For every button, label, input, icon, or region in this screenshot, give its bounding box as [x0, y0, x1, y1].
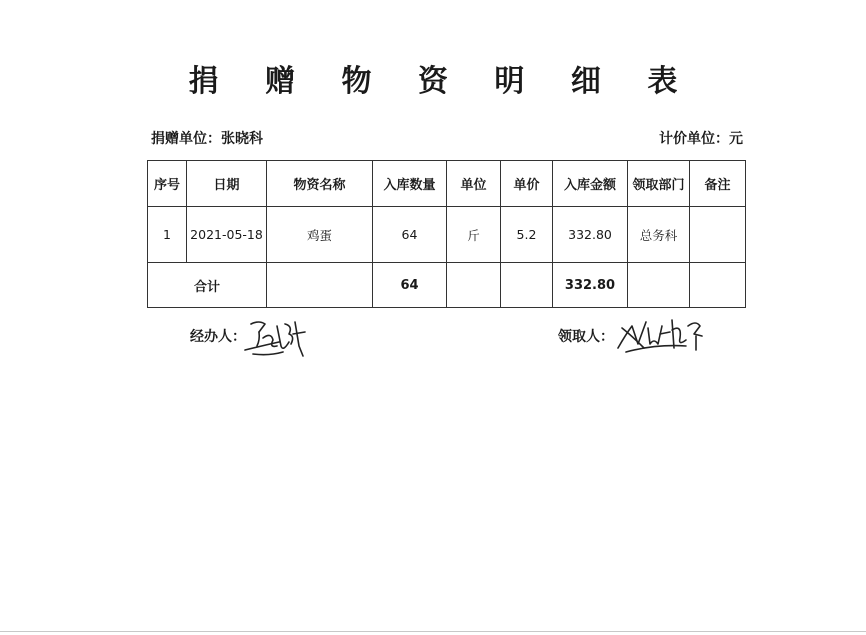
header-unit-price: 单价 — [501, 161, 553, 207]
header-unit: 单位 — [447, 161, 501, 207]
header-date: 日期 — [187, 161, 267, 207]
total-quantity: 64 — [373, 263, 447, 308]
cell-amount: 332.80 — [553, 207, 628, 263]
cell-unit: 斤 — [447, 207, 501, 263]
total-price-empty — [501, 263, 553, 308]
total-unit-empty — [447, 263, 501, 308]
header-index: 序号 — [148, 161, 187, 207]
table-row — [148, 207, 746, 263]
cell-index: 1 — [148, 207, 187, 263]
total-item-empty — [267, 263, 373, 308]
cell-note — [690, 207, 746, 263]
total-label: 合计 — [148, 263, 267, 308]
donation-detail-table — [147, 160, 746, 308]
header-item: 物资名称 — [267, 161, 373, 207]
receiver-signature — [616, 314, 706, 356]
total-amount: 332.80 — [553, 263, 628, 308]
price-unit: 计价单位：元 — [659, 131, 743, 147]
handler-signature — [243, 316, 313, 362]
header-department: 领取部门 — [628, 161, 690, 207]
cell-unit-price: 5.2 — [501, 207, 553, 263]
header-quantity: 入库数量 — [373, 161, 447, 207]
cell-date: 2021-05-18 — [187, 207, 267, 263]
total-row — [148, 263, 746, 308]
cell-quantity: 64 — [373, 207, 447, 263]
donor-unit: 捐赠单位：张晓科 — [151, 131, 263, 147]
document-title: 捐 赠 物 资 明 细 表 — [188, 64, 696, 99]
cell-department: 总务科 — [628, 207, 690, 263]
total-note-empty — [690, 263, 746, 308]
table-header-row — [148, 161, 746, 207]
header-amount: 入库金额 — [553, 161, 628, 207]
handler-label: 经办人： — [190, 329, 246, 345]
receiver-label: 领取人： — [558, 329, 614, 345]
cell-item: 鸡蛋 — [267, 207, 373, 263]
total-department-empty — [628, 263, 690, 308]
page-bottom-border — [0, 631, 866, 632]
header-note: 备注 — [690, 161, 746, 207]
